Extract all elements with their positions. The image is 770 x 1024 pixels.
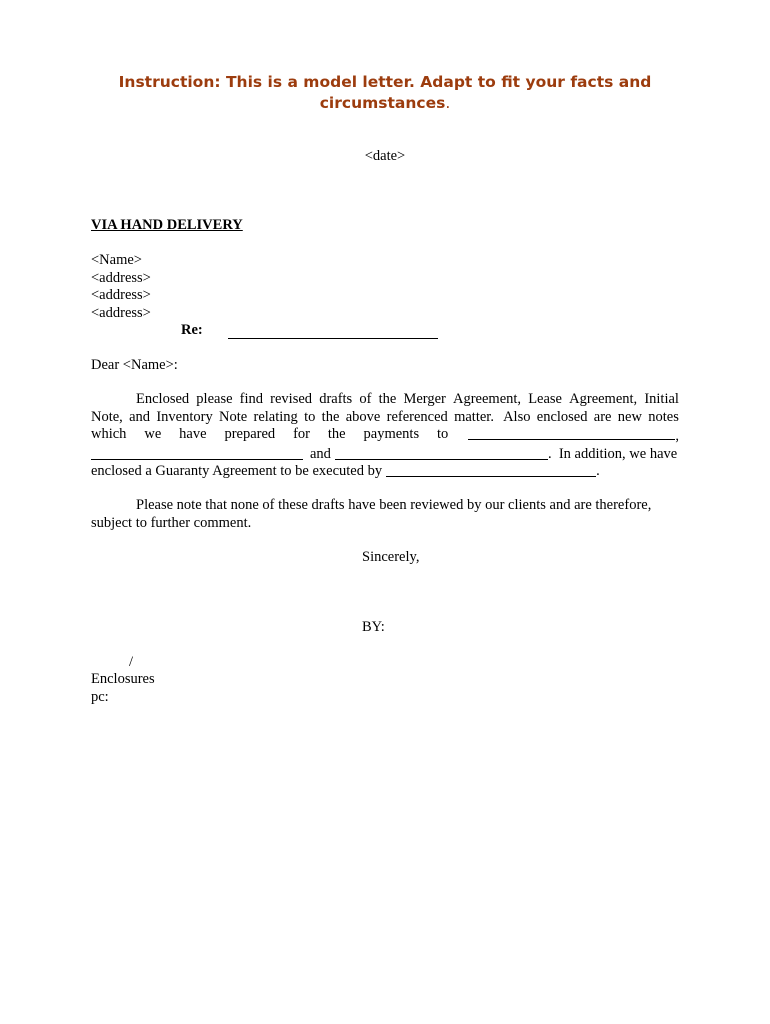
word: the xyxy=(321,408,340,425)
word: find xyxy=(239,391,264,407)
word: prepared xyxy=(224,426,276,442)
closing: Sincerely, xyxy=(362,549,420,565)
word: are xyxy=(593,408,612,425)
line-3-comma: , xyxy=(675,428,679,444)
salutation: Dear <Name>: xyxy=(91,357,178,373)
word: referenced xyxy=(386,408,448,425)
word: matter. xyxy=(454,408,494,425)
paragraph-1-line-5 xyxy=(91,463,679,481)
word: Note, xyxy=(91,408,123,425)
word: above xyxy=(345,408,381,425)
paragraph-1-line-3-tail xyxy=(468,426,679,446)
by-label: BY: xyxy=(362,619,385,635)
payee-blank-1 xyxy=(468,426,675,440)
word: Initial xyxy=(644,391,679,407)
word: the xyxy=(327,426,346,442)
paragraph-1-line-2 xyxy=(91,409,679,427)
recipient-address-2: <address> xyxy=(91,287,151,303)
word: Also xyxy=(500,408,531,425)
word: and xyxy=(129,408,151,425)
word: Merger xyxy=(403,391,446,407)
guarantor-blank xyxy=(386,463,596,477)
word: Agreement, xyxy=(569,391,638,407)
recipient-address-1: <address> xyxy=(91,269,151,286)
line-5-period: . xyxy=(596,463,600,479)
paragraph-1-line-3 xyxy=(91,426,679,446)
payee-blank-3 xyxy=(335,446,548,460)
initials-slash: / xyxy=(129,654,134,670)
line-4-and: and xyxy=(310,445,331,462)
letter-date: <date> xyxy=(364,148,406,164)
paragraph-2 xyxy=(91,497,679,532)
word: please xyxy=(196,391,233,407)
guaranty-text: enclosed a Guaranty Agreement to be executed by xyxy=(91,463,383,479)
word: for xyxy=(293,426,310,442)
word: notes xyxy=(648,408,679,425)
paragraph-1-line-4 xyxy=(91,446,679,464)
instruction-line-2-text: circumstances xyxy=(319,94,446,112)
line-4-tail: . In addition, we have xyxy=(547,445,678,462)
enclosures-label: Enclosures xyxy=(91,671,155,687)
word: we xyxy=(144,426,162,442)
word: have xyxy=(179,426,207,442)
word: the xyxy=(378,391,397,407)
instruction-period: . xyxy=(445,94,451,112)
pc-label: pc: xyxy=(91,689,109,705)
instruction-line-1: Instruction: This is a model letter. Adapt to fit your facts and xyxy=(118,73,652,91)
word: which xyxy=(91,426,127,442)
instruction-line-2 xyxy=(0,93,770,114)
word: new xyxy=(617,408,642,425)
paragraph-2-line-2: subject to further comment. xyxy=(91,514,252,531)
word: to xyxy=(304,408,316,425)
delivery-method: VIA HAND DELIVERY xyxy=(91,217,243,233)
recipient-name: <Name> xyxy=(91,252,142,268)
word: enclosed xyxy=(536,408,588,425)
instruction-note xyxy=(0,72,770,114)
word: of xyxy=(359,391,372,407)
word: Enclosed xyxy=(136,391,190,407)
paragraph-1-line-1 xyxy=(91,391,679,409)
paragraph-1 xyxy=(91,391,679,481)
word: drafts xyxy=(319,391,353,407)
re-blank-line xyxy=(228,338,438,339)
recipient-address-3: <address> xyxy=(91,304,151,321)
paragraph-2-line-1: Please note that none of these drafts have been reviewed by our clients and are therefore, xyxy=(136,497,652,513)
word: payments xyxy=(363,426,420,442)
word: to xyxy=(437,426,449,442)
word: revised xyxy=(270,391,313,407)
word: relating xyxy=(253,408,298,425)
word: Inventory xyxy=(156,408,213,425)
re-label: Re: xyxy=(181,322,203,338)
payee-blank-2 xyxy=(91,446,303,460)
word: Agreement, xyxy=(453,391,522,407)
paragraph-1-line-3-words xyxy=(91,426,448,446)
word: Lease xyxy=(528,391,562,407)
recipient-block xyxy=(91,252,151,322)
word: Note xyxy=(219,408,248,425)
